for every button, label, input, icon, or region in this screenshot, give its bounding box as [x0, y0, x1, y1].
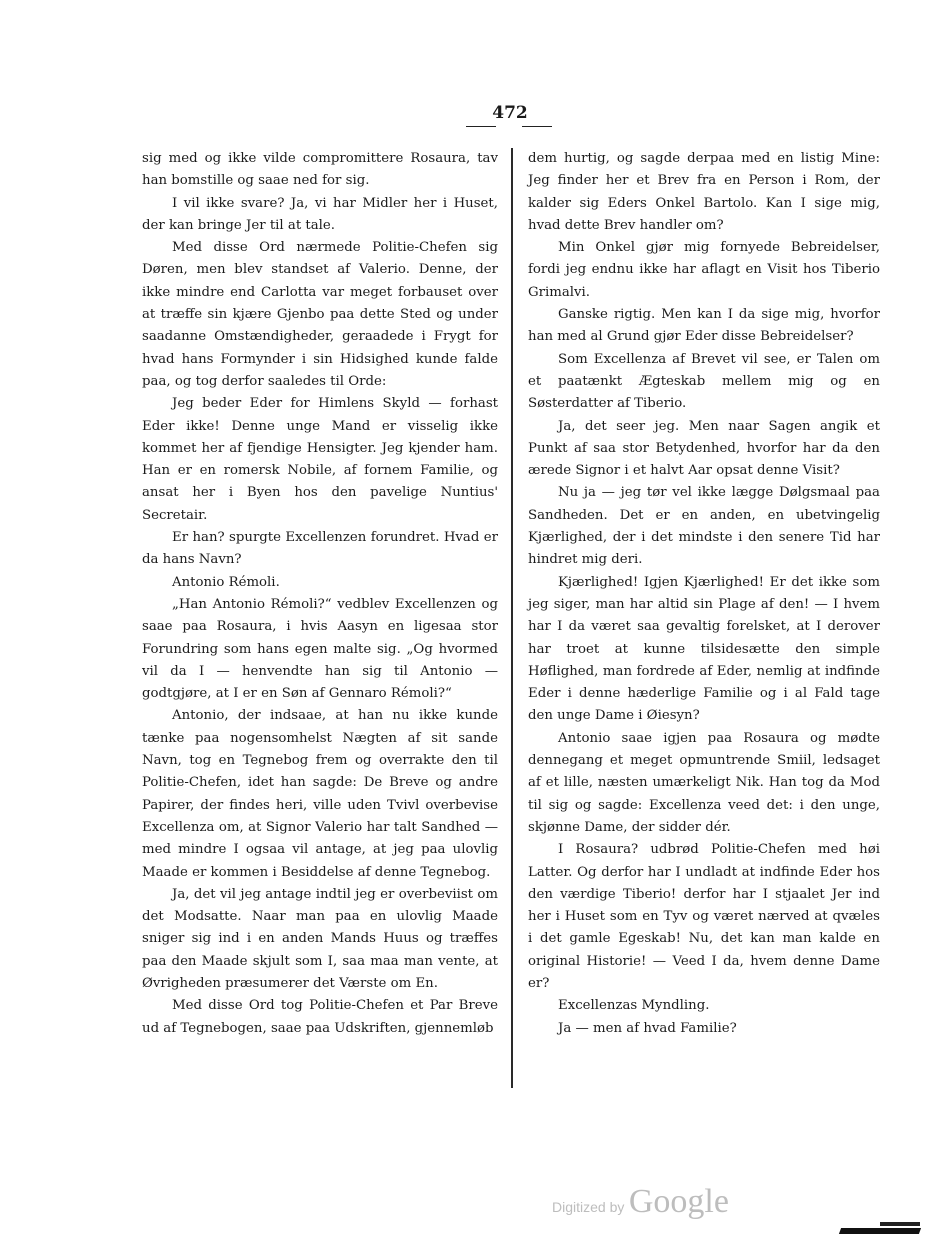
paragraph: Jeg beder Eder for Himlens Skyld — forhast Eder ikke! Denne unge Mand er visselig ikke kommet her af fjendige Hensigter. Jeg kjender ham. Han er en romersk Nobile, af fornem Familie, og ansat her i Byen hos den pavelige Nuntius' Secretair. — [142, 396, 498, 523]
paragraph: Min Onkel gjør mig fornyede Bebreidelser, fordi jeg endnu ikke har aflagt en Visit hos Tiberio Grimalvi. — [528, 240, 880, 300]
column-divider — [511, 148, 513, 1088]
paragraph: Antonio Rémoli. — [172, 574, 280, 590]
paragraph: Kjærlighed! Igjen Kjærlighed! Er det ikke som jeg siger, man har altid sin Plage af den! — I hvem har I da været saa gevaltig forelsket, at I derover har troet at kunne tilsidesætte den simple Høflighed, man fordrede af Eder, nemlig at indfinde Eder i denne hæderlige Familie og i al Fald tage den unge Dame i Øiesyn? — [528, 574, 880, 724]
paragraph: Med disse Ord nærmede Politie-Chefen sig Døren, men blev standset af Valerio. Denne, der ikke mindre end Carlotta var meget forbauset over at træffe sin kjære Gjenbo paa dette Sted og under saadanne Omstændigheder, geraadede i Frygt for hvad hans Formynder i sin Hidsighed kunde falde paa, og tog derfor saaledes til Orde: — [142, 240, 498, 389]
watermark-prefix: Digitized by — [552, 1199, 625, 1215]
paragraph: dem hurtig, og sagde derpaa med en listig Mine: Jeg finder her et Brev fra en Person i Rom, der kalder sig Eders Onkel Bartolo. Kan I sige mig, hvad dette Brev handler om? — [528, 151, 880, 233]
paragraph: I Rosaura? udbrød Politie-Chefen med høi Latter. Og derfor har I undladt at indfinde Eder hos den værdige Tiberio! derfor har I stjaalet Jer ind her i Huset som en Tyv og været nærved at qvæles i det gamle Egeskab! Nu, det kan man kalde en original Historie! — Veed I da, hvem denne Dame er? — [528, 842, 880, 991]
paragraph: Excellenzas Myndling. — [558, 998, 710, 1014]
page-number: 472 — [492, 103, 528, 123]
paragraph: Er han? spurgte Excellenzen forundret. Hvad er da hans Navn? — [142, 530, 498, 568]
scan-artifact — [880, 1222, 920, 1226]
paragraph: Med disse Ord tog Politie-Chefen et Par Breve ud af Tegnebogen, saae paa Udskriften, gjennemløb — [142, 998, 498, 1036]
paragraph: Ja, det seer jeg. Men naar Sagen angik et Punkt af saa stor Betydenhed, hvorfor har da den ærede Signor i et halvt Aar opsat denne Visit? — [528, 418, 880, 479]
paragraph: I vil ikke svare? Ja, vi har Midler her i Huset, der kan bringe Jer til at tale. — [142, 195, 498, 233]
paragraph: Som Excellenza af Brevet vil see, er Talen om et paatænkt Ægteskab mellem mig og en Søsterdatter af Tiberio. — [528, 351, 880, 412]
paragraph: „Han Antonio Rémoli?“ vedblev Excellenzen og saae paa Rosaura, i hvis Aasyn en ligesaa stor Forundring som hans egen malte sig. „Og hvormed vil da I — henvendte han sig til Antonio — godtgjøre, at I er en Søn af Gennaro Rémoli?“ — [142, 596, 498, 702]
right-column — [528, 148, 880, 1040]
header-rule-left — [466, 126, 496, 127]
paragraph: Antonio, der indsaae, at han nu ikke kunde tænke paa nogensomhelst Nægten af sit sande Navn, tog en Tegnebog frem og overrakte den til Politie-Chefen, idet han sagde: De Breve og andre Papirer, der findes heri, ville uden Tvivl overbevise Excellenza om, at Signor Valerio har talt Sandhed — med mindre I ogsaa vil antage, at jeg paa ulovlig Maade er kommen i Besiddelse af denne Tegnebog. — [142, 708, 498, 880]
scan-artifact — [839, 1228, 921, 1234]
paragraph: sig med og ikke vilde compromittere Rosaura, tav han bomstille og saae ned for sig. — [142, 151, 498, 189]
left-column — [142, 148, 498, 1040]
paragraph: Ja — men af hvad Familie? — [558, 1020, 737, 1036]
header-rule-right — [522, 126, 552, 127]
paragraph: Nu ja — jeg tør vel ikke lægge Dølgsmaal paa Sandheden. Det er en anden, en ubetvingelig Kjærlighed, der i det mindste i den senere Tid har hindret mig deri. — [528, 485, 880, 568]
paragraph: Ja, det vil jeg antage indtil jeg er overbeviist om det Modsatte. Naar man paa en ulovlig Maade sniger sig ind i en anden Mands Huus og træffes paa den Maade skjult som I, saa maa man vente, at Øvrigheden præsumerer det Værste om En. — [142, 886, 498, 991]
paragraph: Antonio saae igjen paa Rosaura og mødte dennegang et meget opmuntrende Smiil, ledsaget af et lille, næsten umærkeligt Nik. Han tog da Mod til sig og sagde: Excellenza veed det: i den unge, skjønne Dame, der sidder dér. — [528, 730, 880, 835]
digitized-watermark — [552, 1183, 729, 1221]
google-logo: Google — [628, 1183, 729, 1220]
paragraph: Ganske rigtig. Men kan I da sige mig, hvorfor han med al Grund gjør Eder disse Bebreidelser? — [528, 307, 880, 345]
